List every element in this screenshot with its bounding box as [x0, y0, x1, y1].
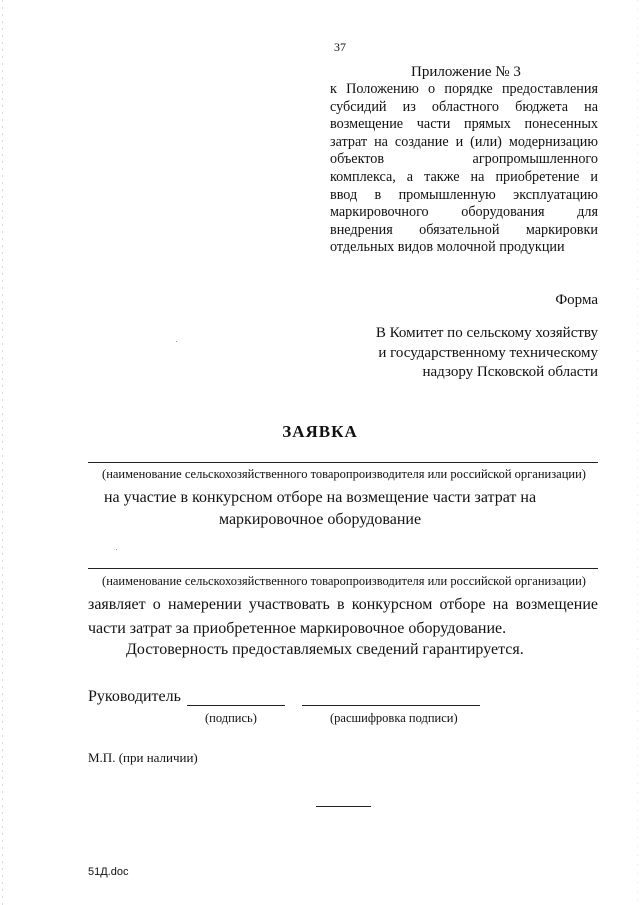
page-number: 37 [334, 40, 346, 54]
signature-caption: (подпись) [205, 711, 257, 725]
appendix-line: к Положению о порядке предоставления [330, 81, 598, 97]
appendix-line: внедрения обязательной маркировки [330, 221, 598, 238]
appendix-line: отдельных видов молочной продукции [330, 239, 565, 256]
appendix-line: объектов агропромышленного [330, 151, 598, 168]
scan-speck [116, 549, 117, 550]
applicant-caption-1: (наименование сельскохозяйственного товаропроизводителя или российской организации) [102, 467, 586, 481]
appendix-line: маркировочного оборудования для [330, 204, 598, 221]
form-label: Форма [555, 292, 598, 308]
applicant-name-line-2 [88, 568, 598, 569]
participation-line-2: маркировочное оборудование [218, 511, 422, 528]
appendix-line: комплекса, а также на приобретение и [330, 168, 598, 185]
stamp-label: М.П. (при наличии) [88, 750, 198, 765]
statement-block [88, 593, 598, 641]
participation-line-1: на участие в конкурсном отборе на возмещение части затрат на [103, 489, 537, 506]
appendix-title: Приложение № 3 [411, 64, 521, 80]
scan-edge-right [637, 0, 638, 905]
appendix-line: ввод в промышленную эксплуатацию [330, 186, 598, 203]
appendix-line: затрат на создание и (или) модернизацию [330, 133, 598, 150]
addressee-line: надзору Псковской области [422, 364, 598, 380]
document-title: ЗАЯВКА [282, 422, 358, 441]
signature-line [187, 705, 285, 706]
scan-speck [176, 341, 177, 342]
applicant-caption-2: (наименование сельскохозяйственного товаропроизводителя или российской организации) [102, 574, 586, 588]
addressee-line: В Комитет по сельскому хозяйству [375, 325, 598, 341]
appendix-line: субсидий из областного бюджета на [330, 98, 598, 115]
statement-line: заявляет о намерении участвовать в конкурсном отборе на возмещение [88, 596, 598, 613]
applicant-name-line-1 [88, 462, 598, 463]
signature-decoding-line [302, 705, 480, 706]
appendix-line: возмещение части прямых понесенных [330, 116, 598, 133]
statement-line: части затрат за приобретенное маркировочное оборудование. [88, 620, 507, 637]
manager-label: Руководитель [88, 688, 181, 705]
addressee-line: и государственному техническому [378, 344, 598, 361]
addressee-block [376, 324, 598, 383]
guarantee-statement: Достоверность предоставляемых сведений гарантируется. [126, 641, 524, 658]
file-name: 51Д.doc [88, 866, 129, 878]
appendix-reference [330, 81, 598, 257]
decoding-caption: (расшифровка подписи) [330, 711, 458, 725]
scan-edge-left [2, 0, 3, 905]
end-separator-line [316, 806, 371, 807]
